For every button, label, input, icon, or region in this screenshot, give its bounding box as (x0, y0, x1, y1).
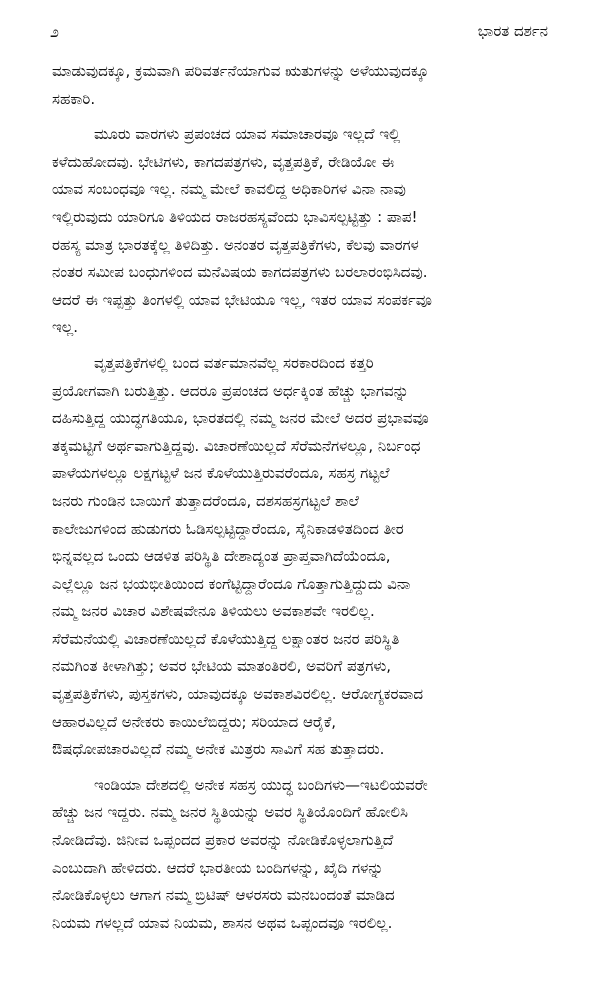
text-line: ನೋಡಿಕೊಳ್ಳಲು ಆಗಾಗ ನಮ್ಮ ಬ್ರಿಟಿಷ್ ಆಳರಸರು ಮನಬಂದಂತೆ ಮಾಡಿದ (52, 886, 395, 905)
text-line: ರಹಸ್ಯ ಮಾತ್ರ ಭಾರತಕ್ಕೆಲ್ಲ ತಿಳಿದಿತ್ತು. ಅನಂತರ ವೃತ್ತಪತ್ರಿಕೆಗಳು, ಕೆಲವು ವಾರಗಳ (52, 235, 419, 254)
text-line: ಕಳೆದುಹೋದವು. ಭೇಟಿಗಳು, ಕಾಗದಪತ್ರಗಳು, ವೃತ್ತಪತ್ರಿಕೆ, ರೇಡಿಯೋ ಈ (52, 152, 395, 171)
text-line: ನಮ್ಮ ಜನರ ವಿಚಾರ ವಿಶೇಷವೇನೂ ತಿಳಿಯಲು ಅವಕಾಶವೇ ಇರಲಿಲ್ಲ. (52, 602, 375, 621)
text-line: ಆದರೆ ಈ ಇಪ್ಪತ್ತು ತಿಂಗಳಲ್ಲಿ ಯಾವ ಭೇಟಿಯೂ ಇಲ್ಲ, ಇತರ ಯಾವ ಸಂಪರ್ಕವೂ (52, 290, 432, 309)
text-line: ಕಾಲೇಜುಗಳಿಂದ ಹುಡುಗರು ಓಡಿಸಲ್ಪಟ್ಟಿದ್ದಾರೆಂದೂ, ಸೈನಿಕಾಡಳಿತದಿಂದ ತೀರ (52, 519, 404, 538)
text-line: ಔಷಧೋಪಚಾರವಿಲ್ಲದೆ ನಮ್ಮ ಅನೇಕ ಮಿತ್ರರು ಸಾವಿಗೆ ಸಹ ತುತ್ತಾದರು. (52, 740, 385, 759)
running-title: ಭಾರತ ದರ್ಶನ (477, 22, 548, 40)
text-line: ಇಂಡಿಯಾ ದೇಶದಲ್ಲಿ ಅನೇಕ ಸಹಸ್ರ ಯುದ್ಧ ಬಂದಿಗಳು—ಇಟಲಿಯವರೇ (94, 775, 428, 794)
text-line: ಜನರು ಗುಂಡಿನ ಬಾಯಿಗೆ ತುತ್ತಾದರೆಂದೂ, ದಶಸಹಸ್ರಗಟ್ಟಲೆ ಶಾಲೆ (52, 491, 359, 510)
text-line: ವೃತ್ತಪತ್ರಿಕೆಗಳಲ್ಲಿ ಬಂದ ವರ್ತಮಾನವೆಲ್ಲ ಸರಕಾರದಿಂದ ಕತ್ತರಿ (94, 353, 374, 372)
text-line: ಎಲ್ಲೆಲ್ಲೂ ಜನ ಭಯಭೀತಿಯಿಂದ ಕಂಗೆಟ್ಟಿದ್ದಾರೆಂದೂ ಗೊತ್ತಾಗುತ್ತಿದ್ದುದು ವಿನಾ (52, 574, 411, 593)
text-line: ಆಹಾರವಿಲ್ಲದೆ ಅನೇಕರು ಕಾಯಿಲೆಬಿದ್ದರು; ಸರಿಯಾದ ಆರೈಕೆ, (52, 712, 337, 731)
paragraph (52, 772, 560, 938)
text-line: ಭಿನ್ನವಲ್ಲದ ಒಂದು ಆಡಳಿತ ಪರಿಸ್ಥಿತಿ ದೇಶಾದ್ಯಂತ ಪ್ರಾಪ್ತವಾಗಿದೆಯೆಂದೂ, (52, 547, 391, 566)
text-line: ಇಲ್ಲ. (52, 318, 79, 337)
text-line: ವೃತ್ತಪತ್ರಿಕೆಗಳು, ಪುಸ್ತಕಗಳು, ಯಾವುದಕ್ಕೂ ಅವಕಾಶವಿರಲಿಲ್ಲ. ಆರೋಗ್ಯಕರವಾದ (52, 685, 424, 704)
text-line: ಎಂಬುದಾಗಿ ಹೇಳಿದರು. ಆದರೆ ಭಾರತೀಯ ಬಂದಿಗಳನ್ನು, ಖೈದಿ ಗಳನ್ನು (52, 858, 384, 877)
page-number: ೨ (50, 22, 59, 41)
text-line: ತಕ್ಕಮಟ್ಟಿಗೆ ಅರ್ಥವಾಗುತ್ತಿದ್ದವು. ವಿಚಾರಣೆಯಿಲ್ಲದೆ ಸೆರೆಮನೆಗಳಲ್ಲೂ, ನಿರ್ಬಂಧ (52, 436, 421, 455)
text-line: ಪ್ರಯೋಗವಾಗಿ ಬರುತ್ತಿತ್ತು. ಆದರೂ ಪ್ರಪಂಚದ ಅರ್ಧಕ್ಕಿಂತ ಹೆಚ್ಚು ಭಾಗವನ್ನು (52, 381, 409, 400)
text-line: ಸಹಕಾರಿ. (52, 89, 96, 108)
text-line: ಸೆರೆಮನೆಯಲ್ಲಿ ವಿಚಾರಣೆಯಿಲ್ಲದೆ ಕೊಳೆಯುತ್ತಿದ್ದ ಲಕ್ಷಾಂತರ ಜನರ ಪರಿಸ್ಥಿತಿ (52, 629, 400, 648)
text-line: ಯಾವ ಸಂಬಂಧವೂ ಇಲ್ಲ. ನಮ್ಮ ಮೇಲೆ ಕಾವಲಿದ್ದ ಅಧಿಕಾರಿಗಳ ವಿನಾ ನಾವು (52, 180, 406, 199)
text-line: ದಹಿಸುತ್ತಿದ್ದ ಯುದ್ಧಗತಿಯೂ, ಭಾರತದಲ್ಲಿ ನಮ್ಮ ಜನರ ಮೇಲೆ ಅದರ ಪ್ರಭಾವವೂ (52, 409, 429, 428)
text-line: ನಂತರ ಸಮೀಪ ಬಂಧುಗಳಿಂದ ಮನೆವಿಷಯ ಕಾಗದಪತ್ರಗಳು ಬರಲಾರಂಭಿಸಿದವು. (52, 263, 428, 282)
paragraph (52, 350, 560, 764)
text-line: ಹೆಚ್ಚು ಜನ ಇದ್ದರು. ನಮ್ಮ ಜನರ ಸ್ಥಿತಿಯನ್ನು ಅವರ ಸ್ಥಿತಿಯೊಂದಿಗೆ ಹೋಲಿಸಿ (52, 803, 408, 822)
paragraph (52, 58, 560, 113)
text-line: ಪಾಳೆಯಗಳಲ್ಲೂ ಲಕ್ಷಗಟ್ಟಳೆ ಜನ ಕೊಳೆಯುತ್ತಿರುವರೆಂದೂ, ಸಹಸ್ರ ಗಟ್ಟಲೆ (52, 464, 390, 483)
text-line: ಮೂರು ವಾರಗಳು ಪ್ರಪಂಚದ ಯಾವ ಸಮಾಚಾರವೂ ಇಲ್ಲದೆ ಇಲ್ಲಿ (94, 125, 401, 144)
text-line: ಮಾಡುವುದಕ್ಕೂ, ಕ್ರಮವಾಗಿ ಪರಿವರ್ತನೆಯಾಗುವ ಋತುಗಳನ್ನು ಅಳೆಯುವುದಕ್ಕೂ (52, 62, 429, 80)
text-line: ನೋಡಿದೆವು. ಜಿನೀವ ಒಪ್ಪಂದದ ಪ್ರಕಾರ ಅವರನ್ನು ನೋಡಿಕೊಳ್ಳಲಾಗುತ್ತಿದೆ (52, 831, 394, 850)
paragraph (52, 121, 560, 342)
text-line: ನಿಯಮ ಗಳಲ್ಲದೆ ಯಾವ ನಿಯಮ, ಶಾಸನ ಅಥವ ಒಪ್ಪಂದವೂ ಇರಲಿಲ್ಲ. (52, 913, 393, 932)
text-line: ಇಲ್ಲಿರುವುದು ಯಾರಿಗೂ ತಿಳಿಯದ ರಾಜರಹಸ್ಯವೆಂದು ಭಾವಿಸಲ್ಪಟ್ಟಿತ್ತು : ಪಾಪ! (52, 207, 418, 226)
body-text (52, 58, 560, 937)
text-line: ನಮಗಿಂತ ಕೀಳಾಗಿತ್ತು; ಅವರ ಭೇಟಿಯ ಮಾತಂತಿರಲಿ, ಅವರಿಗೆ ಪತ್ರಗಳು, (52, 657, 392, 676)
